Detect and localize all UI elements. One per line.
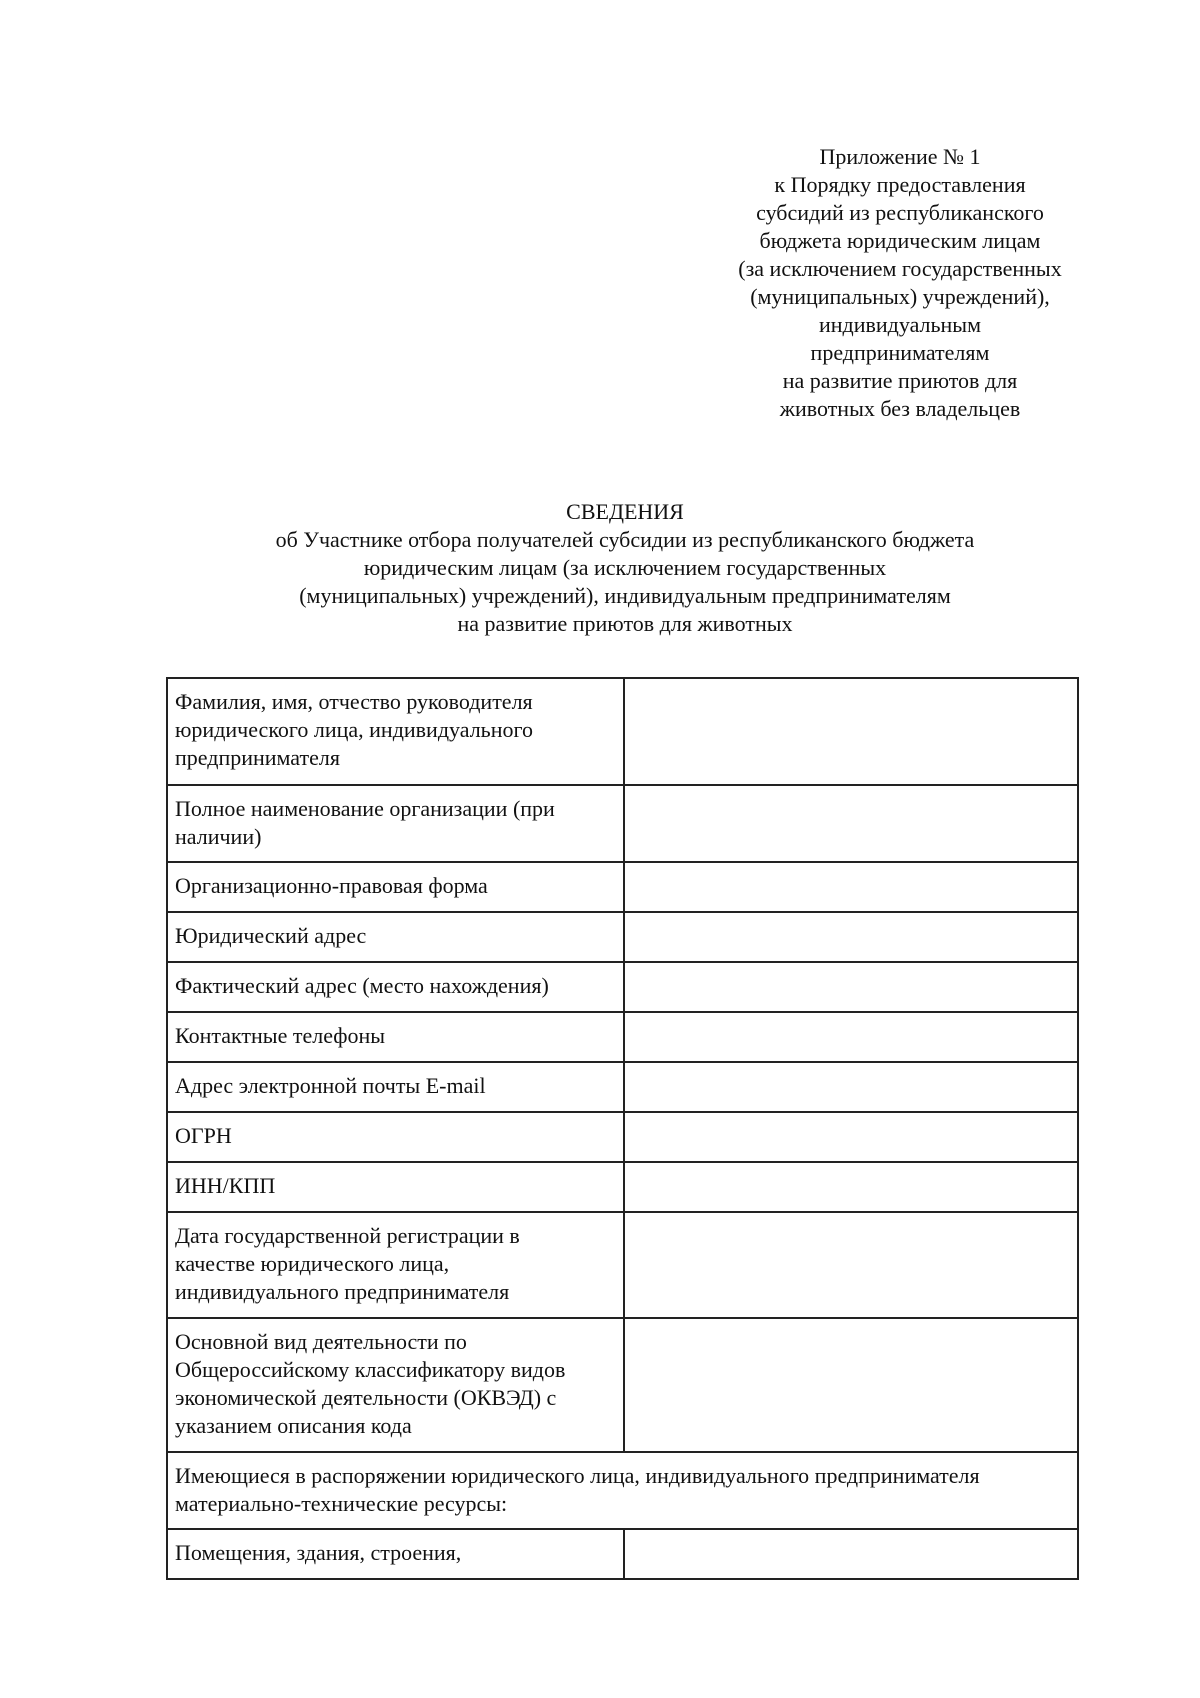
field-value-legal-address[interactable]	[624, 912, 1078, 962]
annex-line: (за исключением государственных	[738, 256, 1062, 281]
field-value-legal-form[interactable]	[624, 862, 1078, 912]
annex-header	[700, 143, 1100, 423]
field-value-inn-kpp[interactable]	[624, 1162, 1078, 1212]
table-row	[167, 862, 1078, 912]
table-row	[167, 1452, 1078, 1529]
field-label-okved: Основной вид деятельности по Общероссийскому классификатору видов экономической деятельности (ОКВЭД) с указанием описания кода	[167, 1318, 624, 1452]
annex-line: субсидий из республиканского	[756, 200, 1044, 225]
field-value-email[interactable]	[624, 1062, 1078, 1112]
table-row	[167, 962, 1078, 1012]
field-value-director-name[interactable]	[624, 678, 1078, 785]
field-label-registration-date: Дата государственной регистрации в качестве юридического лица, индивидуального предпринимателя	[167, 1212, 624, 1318]
document-subtitle-line: (муниципальных) учреждений), индивидуальным предпринимателям	[299, 583, 951, 608]
annex-line: бюджета юридическим лицам	[759, 228, 1041, 253]
table-row	[167, 785, 1078, 862]
field-label-organization-name: Полное наименование организации (при наличии)	[167, 785, 624, 862]
field-label-ogrn: ОГРН	[167, 1112, 624, 1162]
resources-section-header: Имеющиеся в распоряжении юридического лица, индивидуального предпринимателя материально-технические ресурсы:	[167, 1452, 1078, 1529]
field-value-premises[interactable]	[624, 1529, 1078, 1579]
field-value-ogrn[interactable]	[624, 1112, 1078, 1162]
field-value-actual-address[interactable]	[624, 962, 1078, 1012]
table-row	[167, 1529, 1078, 1579]
table-row	[167, 1162, 1078, 1212]
field-value-organization-name[interactable]	[624, 785, 1078, 862]
annex-line: животных без владельцев	[779, 396, 1021, 421]
document-heading	[150, 498, 1100, 638]
document-subtitle-line: об Участнике отбора получателей субсидии из республиканского бюджета	[275, 527, 975, 552]
field-value-okved[interactable]	[624, 1318, 1078, 1452]
annex-line: индивидуальным	[818, 312, 982, 337]
field-label-director-name: Фамилия, имя, отчество руководителя юридического лица, индивидуального предпринимателя	[167, 678, 624, 785]
table-row	[167, 1318, 1078, 1452]
annex-line: предпринимателям	[810, 340, 990, 365]
document-title: СВЕДЕНИЯ	[566, 499, 684, 524]
table-row	[167, 1112, 1078, 1162]
field-label-premises: Помещения, здания, строения,	[167, 1529, 624, 1579]
field-value-registration-date[interactable]	[624, 1212, 1078, 1318]
table-row	[167, 678, 1078, 785]
field-label-legal-address: Юридический адрес	[167, 912, 624, 962]
annex-line: (муниципальных) учреждений),	[750, 284, 1050, 309]
table-row	[167, 1212, 1078, 1318]
document-subtitle-line: на развитие приютов для животных	[457, 611, 793, 636]
annex-line: Приложение № 1	[819, 144, 981, 169]
field-label-email: Адрес электронной почты E-mail	[167, 1062, 624, 1112]
participant-info-table	[166, 677, 1079, 1580]
table-row	[167, 912, 1078, 962]
field-label-phones: Контактные телефоны	[167, 1012, 624, 1062]
field-value-phones[interactable]	[624, 1012, 1078, 1062]
document-subtitle-line: юридическим лицам (за исключением государственных	[363, 555, 887, 580]
annex-line: к Порядку предоставления	[774, 172, 1026, 197]
annex-line: на развитие приютов для	[782, 368, 1018, 393]
field-label-inn-kpp: ИНН/КПП	[167, 1162, 624, 1212]
field-label-actual-address: Фактический адрес (место нахождения)	[167, 962, 624, 1012]
table-row	[167, 1062, 1078, 1112]
field-label-legal-form: Организационно-правовая форма	[167, 862, 624, 912]
table-row	[167, 1012, 1078, 1062]
